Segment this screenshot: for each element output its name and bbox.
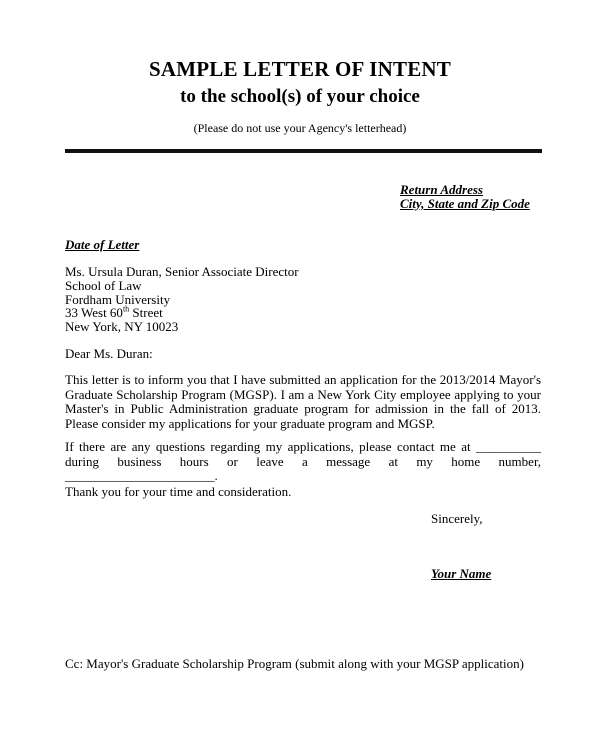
recipient-city-state-zip: New York, NY 10023 xyxy=(65,319,179,334)
closing: Sincerely, xyxy=(431,511,483,526)
recipient-name-title: Ms. Ursula Duran, Senior Associate Director xyxy=(65,264,299,279)
signature-name: Your Name xyxy=(431,566,492,581)
date-of-letter: Date of Letter xyxy=(65,237,140,252)
letter-subtitle: to the school(s) of your choice xyxy=(180,86,420,107)
return-city-state-zip: City, State and Zip Code xyxy=(400,196,530,211)
recipient-department: School of Law xyxy=(65,278,142,293)
letter-title: SAMPLE LETTER OF INTENT xyxy=(149,57,451,81)
body-paragraph-1: This letter is to inform you that I have submitted an application for the 2013/2014 Mayor's Graduate Scholarship Program (MGSP). I am a New York City employee applying to your Master's in Public Administration graduate program for admission in the fall of 2013. Please consider my applications for your graduate program and MGSP. xyxy=(65,372,541,431)
recipient-institution: Fordham University xyxy=(65,292,171,307)
street-number: 33 West 60 xyxy=(65,305,123,320)
body-paragraph-3: Thank you for your time and consideration. xyxy=(65,484,292,499)
cc-line: Cc: Mayor's Graduate Scholarship Program (submit along with your MGSP application) xyxy=(65,656,524,671)
street-ordinal-suffix: th xyxy=(122,304,130,314)
body-paragraph-2: If there are any questions regarding my applications, please contact me at __________ during business hours or leave a message at my home number, _______________________. xyxy=(65,439,541,483)
header-divider xyxy=(65,149,542,153)
return-address-line: Return Address xyxy=(400,182,483,197)
salutation: Dear Ms. Duran: xyxy=(65,346,153,361)
street-name: Street xyxy=(129,305,163,320)
letterhead-note: (Please do not use your Agency's letterhead) xyxy=(193,121,407,135)
